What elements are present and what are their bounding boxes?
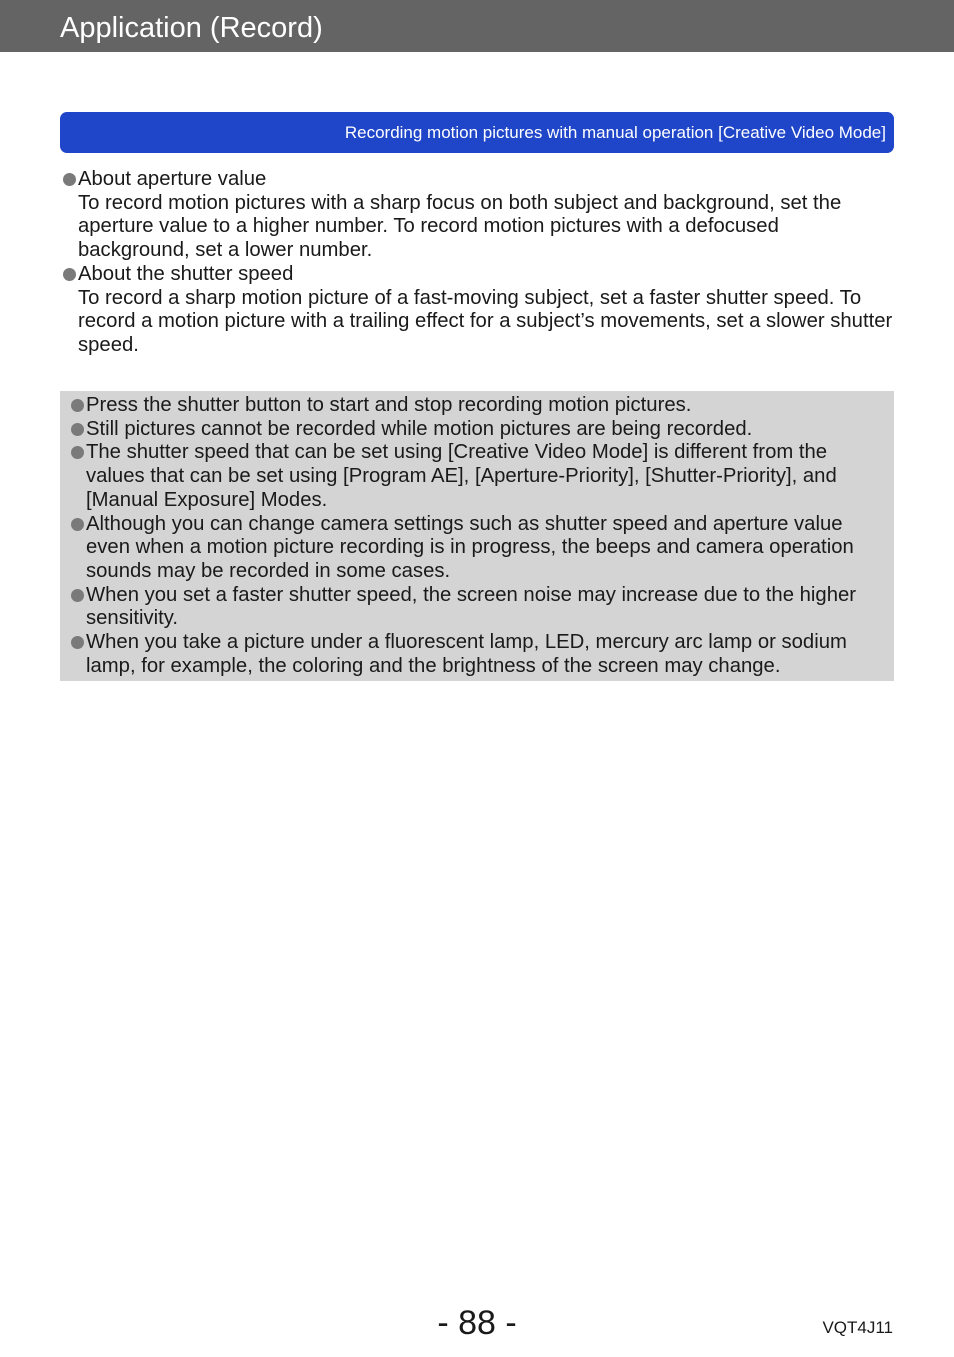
about-item-shutter-speed — [60, 263, 894, 358]
bullet-icon — [71, 423, 84, 436]
note-text: The shutter speed that can be set using [Creative Video Mode] is different from the values that can be set using [Program AE], [Aperture-Priority], [Shutter-Priority], and [Manual Exposure] Modes. — [86, 441, 837, 511]
page-title: Application (Record) — [60, 12, 323, 44]
bullet-icon — [71, 399, 84, 412]
about-body: To record a sharp motion picture of a fast-moving subject, set a faster shutter speed. To record a motion picture with a trailing effect for a subject’s movements, set a slower shutter speed. — [78, 286, 893, 356]
note-text: When you take a picture under a fluorescent lamp, LED, mercury arc lamp or sodium lamp, for example, the coloring and the brightness of the screen may change. — [86, 631, 847, 677]
bullet-icon — [63, 268, 76, 281]
note-item — [68, 394, 890, 418]
note-item — [68, 631, 890, 678]
header-bar — [0, 0, 954, 52]
bullet-icon — [71, 518, 84, 531]
notes-list — [68, 394, 890, 678]
notes-box — [60, 391, 894, 681]
document-code: VQT4J11 — [822, 1318, 893, 1337]
note-item — [68, 584, 890, 631]
bullet-icon — [71, 446, 84, 459]
bullet-icon — [71, 589, 84, 602]
section-banner — [60, 112, 894, 153]
about-list — [60, 168, 894, 358]
bullet-icon — [63, 173, 76, 186]
about-body: To record motion pictures with a sharp focus on both subject and background, set the aperture value to a higher number. To record motion pictures with a defocused background, set a lower number. — [78, 191, 842, 262]
note-item — [68, 513, 890, 584]
note-text: Although you can change camera settings such as shutter speed and aperture value even when a motion picture recording is in progress, the beeps and camera operation sounds may be recorded in some cases. — [86, 512, 854, 582]
page-number: - 88 - — [437, 1304, 517, 1342]
about-heading: About the shutter speed — [78, 262, 294, 285]
section-banner-label: Recording motion pictures with manual operation [Creative Video Mode] — [344, 123, 886, 142]
about-heading: About aperture value — [78, 168, 267, 190]
note-text: Press the shutter button to start and stop recording motion pictures. — [86, 394, 692, 416]
about-item-aperture — [60, 168, 894, 263]
note-text: When you set a faster shutter speed, the screen noise may increase due to the higher sensitivity. — [86, 583, 857, 630]
bullet-icon — [71, 636, 84, 649]
note-text: Still pictures cannot be recorded while motion pictures are being recorded. — [86, 417, 753, 440]
note-item — [68, 418, 890, 442]
note-item — [68, 441, 890, 512]
